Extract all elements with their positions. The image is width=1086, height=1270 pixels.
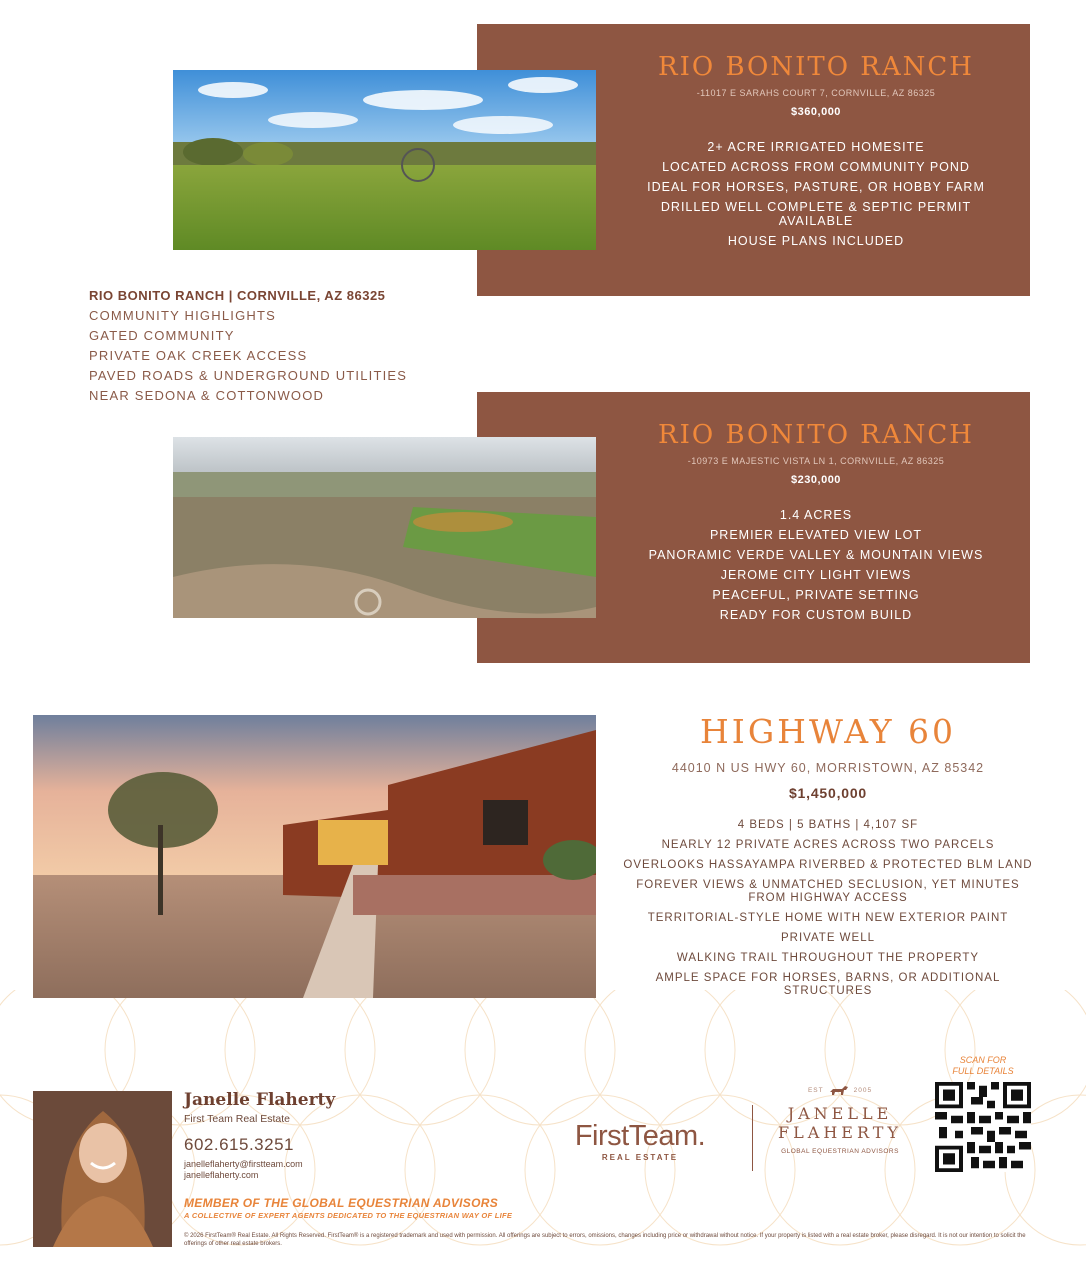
logo-subtitle: GLOBAL EQUESTRIAN ADVISORS	[781, 1148, 899, 1155]
agent-info	[184, 1090, 335, 1180]
firstteam-logo-name: FirstTeam.	[574, 1120, 706, 1152]
community-item: COMMUNITY HIGHLIGHTS	[89, 308, 276, 323]
listing1-feature: LOCATED ACROSS FROM COMMUNITY POND	[662, 160, 970, 174]
listing3-price: $1,450,000	[788, 785, 868, 801]
listing3-photo	[33, 715, 596, 998]
listing1-feature: HOUSE PLANS INCLUDED	[727, 234, 905, 248]
listing1-feature: IDEAL FOR HORSES, PASTURE, OR HOBBY FARM	[647, 180, 985, 194]
listing3-feature: WALKING TRAIL THROUGHOUT THE PROPERTY	[676, 952, 980, 964]
listing2-feature: JEROME CITY LIGHT VIEWS	[720, 568, 912, 582]
listing2-feature: PEACEFUL, PRIVATE SETTING	[712, 588, 920, 602]
community-item: PAVED ROADS & UNDERGROUND UTILITIES	[89, 368, 408, 383]
agent-company: First Team Real Estate	[184, 1113, 291, 1125]
qr-code[interactable]	[935, 1082, 1031, 1172]
logo-established	[772, 1084, 908, 1096]
listing1-price: $360,000	[791, 106, 841, 118]
listing1-feature: DRILLED WELL COMPLETE & SEPTIC PERMIT AVAILABLE	[660, 200, 972, 228]
agent-headshot	[33, 1091, 172, 1247]
firstteam-logo	[549, 1120, 731, 1162]
logo-divider	[752, 1105, 753, 1171]
listing2-feature: PANORAMIC VERDE VALLEY & MOUNTAIN VIEWS	[648, 548, 984, 562]
membership-title: MEMBER OF THE GLOBAL EQUESTRIAN ADVISORS	[184, 1196, 499, 1210]
listing3-feature: OVERLOOKS HASSAYAMPA RIVERBED & PROTECTED BLM LAND	[623, 859, 1033, 871]
listing2-feature: READY FOR CUSTOM BUILD	[719, 608, 913, 622]
est-label: EST	[807, 1086, 824, 1094]
listing2-feature: 1.4 ACRES	[779, 508, 853, 522]
listing3-feature: TERRITORIAL-STYLE HOME WITH NEW EXTERIOR PAINT	[647, 912, 1009, 924]
agent-website[interactable]: janelleflaherty.com	[184, 1170, 259, 1180]
listing2-feature-list	[612, 508, 1020, 622]
firstteam-logo-subtitle: REAL ESTATE	[601, 1153, 679, 1162]
agent-email[interactable]: janelleflaherty@firstteam.com	[184, 1159, 303, 1169]
legal-disclaimer: © 2026 FirstTeam® Real Estate. All Rights Reserved. FirstTeam® is a registered trademark and used with permission. All offerings are subject to errors, omissions, changes including price or withdrawal without notice. If your property is listed with a real estate broker, please disregard. It is not our intention to solicit the offerings of other real estate brokers.	[184, 1233, 1026, 1247]
listing3-feature: NEARLY 12 PRIVATE ACRES ACROSS TWO PARCELS	[661, 839, 995, 851]
community-item: GATED COMMUNITY	[89, 328, 235, 343]
listing2-price: $230,000	[791, 474, 841, 486]
community-highlights	[89, 288, 407, 403]
logo-last-name: FLAHERTY	[778, 1123, 902, 1142]
listing3-details	[608, 712, 1048, 1005]
agent-phone[interactable]: 602.615.3251	[184, 1135, 294, 1154]
scan-label	[935, 1055, 1031, 1077]
listing2-title: RIO BONITO RANCH	[658, 420, 974, 450]
membership-subtitle: A COLLECTIVE OF EXPERT AGENTS DEDICATED TO THE EQUESTRIAN WAY OF LIFE	[184, 1211, 513, 1220]
listing2-address: -10973 E MAJESTIC VISTA LN 1, CORNVILLE, AZ 86325	[687, 456, 945, 466]
scan-line2: FULL DETAILS	[952, 1066, 1014, 1076]
listing2-photo	[173, 437, 596, 618]
membership-banner	[184, 1196, 512, 1220]
listing2-feature: PREMIER ELEVATED VIEW LOT	[709, 528, 923, 542]
listing3-feature: AMPLE SPACE FOR HORSES, BARNS, OR ADDITIONAL STRUCTURES	[655, 972, 1001, 997]
community-item: NEAR SEDONA & COTTONWOOD	[89, 388, 325, 403]
logo-first-name: JANELLE	[787, 1104, 893, 1123]
listing3-feature: 4 BEDS | 5 BATHS | 4,107 SF	[737, 819, 919, 831]
community-title: RIO BONITO RANCH | CORNVILLE, AZ 86325	[89, 288, 386, 303]
scan-line1: SCAN FOR	[959, 1055, 1007, 1065]
listing1-title: RIO BONITO RANCH	[658, 52, 974, 82]
listing3-feature: FOREVER VIEWS & UNMATCHED SECLUSION, YET MINUTES FROM HIGHWAY ACCESS	[636, 879, 1020, 904]
listing1-feature-list	[612, 140, 1020, 248]
listing3-feature: PRIVATE WELL	[780, 932, 875, 944]
listing1-feature: 2+ ACRE IRRIGATED HOMESITE	[707, 140, 925, 154]
janelle-flaherty-logo	[772, 1084, 908, 1155]
agent-name: Janelle Flaherty	[184, 1090, 336, 1110]
listing1-photo	[173, 70, 596, 250]
est-year: 2005	[853, 1086, 873, 1094]
community-item: PRIVATE OAK CREEK ACCESS	[89, 348, 308, 363]
listing3-title: HIGHWAY 60	[700, 712, 956, 751]
listing3-address: 44010 N US HWY 60, MORRISTOWN, AZ 85342	[671, 761, 985, 775]
horse-icon	[828, 1084, 850, 1096]
listing1-address: -11017 E SARAHS COURT 7, CORNVILLE, AZ 86325	[696, 88, 936, 98]
listing3-feature-list	[608, 819, 1048, 998]
